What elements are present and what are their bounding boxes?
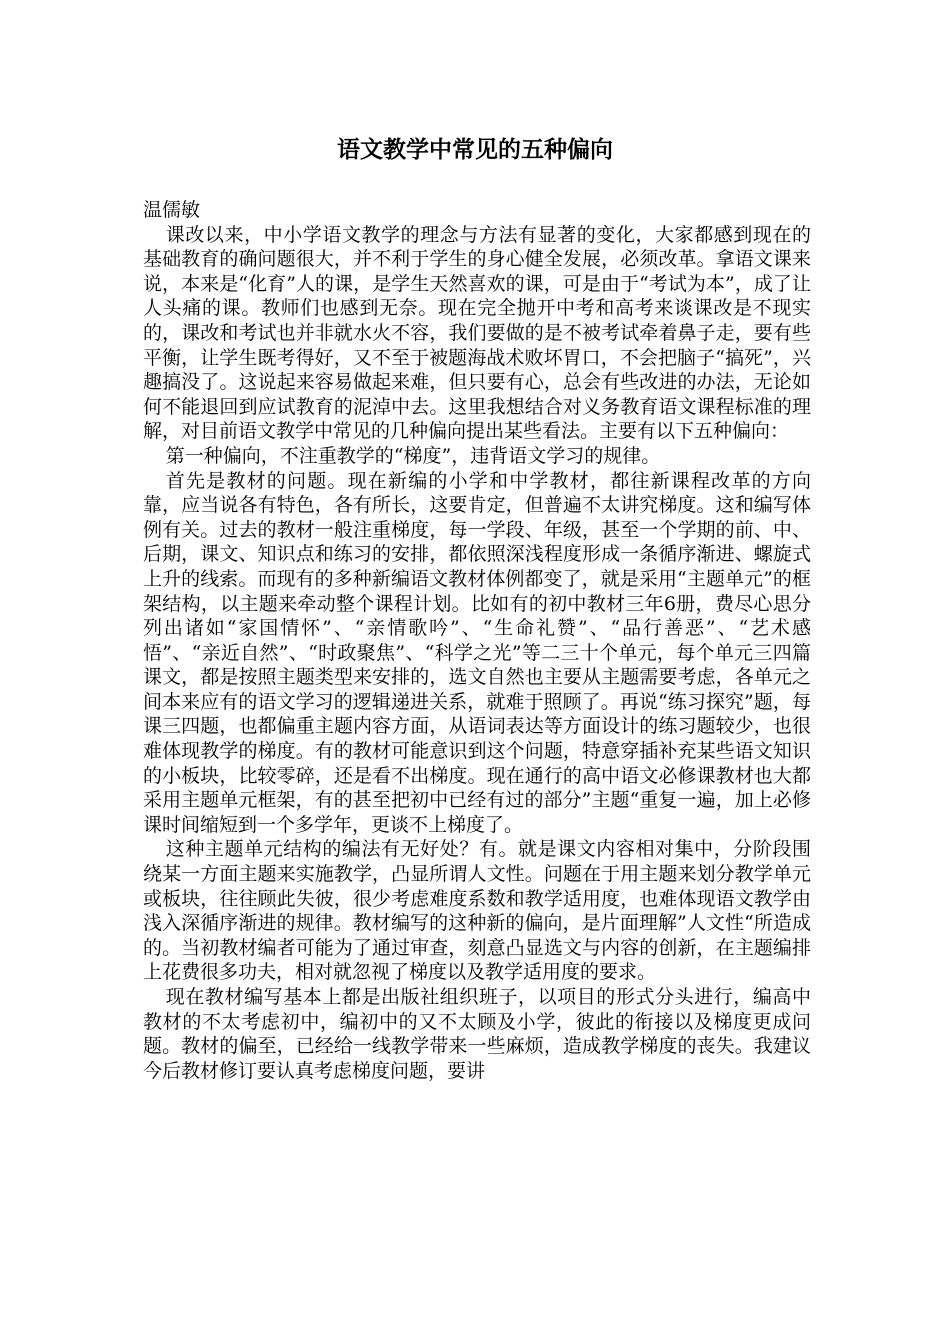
paragraph-textbook-compilation: 现在教材编写基本上都是出版社组织班子，以项目的形式分头进行，编高中教材的不太考虑初中，编初中的又不太顾及小学，彼此的衔接以及梯度更成问题。教材的偏至，已经给一线教学带来一些麻烦，造成教学梯度的丧失。我建议今后教材修订要认真考虑梯度问题，要讲: [143, 986, 811, 1082]
paragraph-intro: 课改以来，中小学语文教学的理念与方法有显著的变化，大家都感到现在的基础教育的确问题很大，并不利于学生的身心健全发展，必须改革。拿语文课来说，本来是“化育”人的课，是学生天然喜欢的课，可是由于“考试为本”，成了让人头痛的课。教师们也感到无奈。现在完全抛开中考和高考来谈课改是不现实的，课改和考试也并非就水火不容，我们要做的是不被考试牵着鼻子走，要有些平衡，让学生既考得好，又不至于被题海战术败坏胃口，不会把脑子“搞死”，兴趣搞没了。这说起来容易做起来难，但只要有心，总会有些改进的办法，无论如何不能退回到应试教育的泥淖中去。这里我想结合对义务教育语文课程标准的理解，对目前语文教学中常见的几种偏向提出某些看法。主要有以下五种偏向：: [143, 223, 811, 443]
paragraph-theme-unit-structure: 这种主题单元结构的编法有无好处？有。就是课文内容相对集中，分阶段围绕某一方面主题来实施教学，凸显所谓人文性。问题在于用主题来划分教学单元或板块，往往顾此失彼，很少考虑难度系数和教学适用度，也难体现语文教学由浅入深循序渐进的规律。教材编写的这种新的偏向，是片面理解”人文性“所造成的。当初教材编者可能为了通过审查，刻意凸显选文与内容的创新，在主题编排上花费很多功夫，相对就忽视了梯度以及教学适用度的要求。: [143, 838, 811, 984]
author-name: 温儒敏: [143, 199, 201, 221]
document-title: 语文教学中常见的五种偏向: [337, 136, 613, 163]
paragraph-first-bias-heading: 第一种偏向，不注重教学的“梯度”，违背语文学习的规律。: [165, 444, 661, 467]
paragraph-textbook-problem: 首先是教材的问题。现在新编的小学和中学教材，都往新课程改革的方向靠，应当说各有特色，各有所长，这要肯定，但普遍不太讲究梯度。这和编写体例有关。过去的教材一般注重梯度，每一学段、年级，甚至一个学期的前、中、后期，课文、知识点和练习的安排，都依照深浅程度形成一条循序渐进、螺旋式上升的线索。而现有的多种新编语文教材体例都变了，就是采用“主题单元”的框架结构，以主题来牵动整个课程计划。比如有的初中教材三年6册，费尽心思分列出诸如“家国情怀”、“亲情歌吟”、“生命礼赞”、“品行善恶”、“艺术感悟”、“亲近自然”、“时政聚焦”、“科学之光”等二三十个单元，每个单元三四篇课文，都是按照主题类型来安排的，选文自然也主要从主题需要考虑，各单元之间本来应有的语文学习的逻辑递进关系，就难于照顾了。再说“练习探究”题，每课三四题，也都偏重主题内容方面，从语词表达等方面设计的练习题较少，也很难体现教学的梯度。有的教材可能意识到这个问题，特意穿插补充某些语文知识的小板块，比较零碎，还是看不出梯度。现在通行的高中语文必修课教材也大都采用主题单元框架，有的甚至把初中已经有过的部分”主题“重复一遍，加上必修课时间缩短到一个多学年，更谈不上梯度了。: [143, 469, 811, 836]
document-body: [143, 198, 811, 1083]
